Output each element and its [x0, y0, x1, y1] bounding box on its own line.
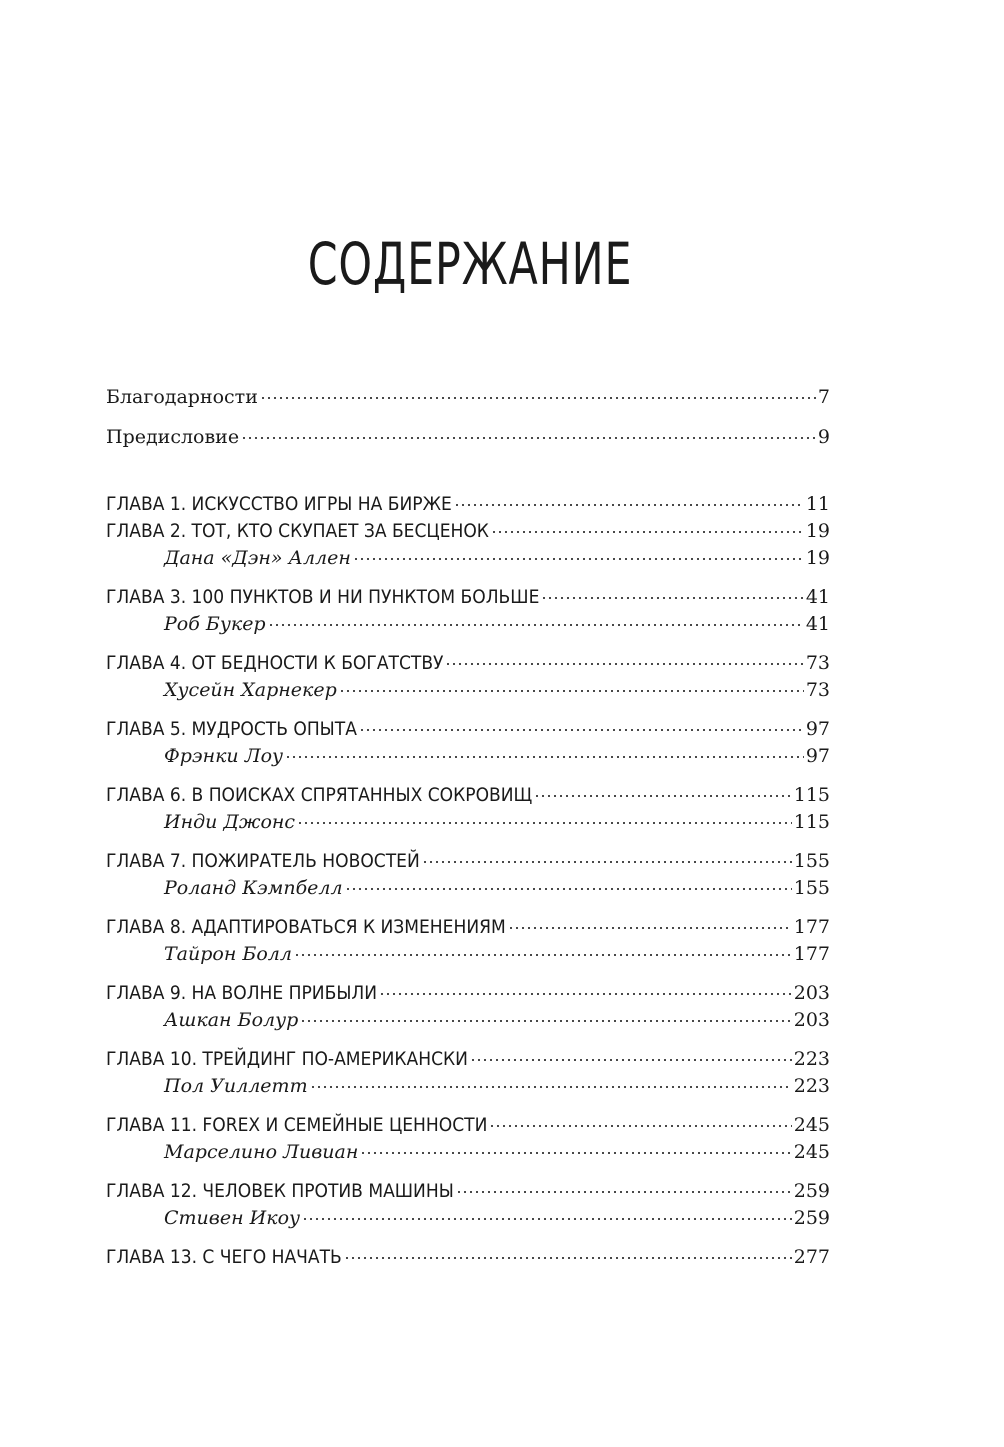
toc-chapter-page: 203 — [793, 982, 830, 1004]
toc-chapter-page: 245 — [793, 1114, 830, 1136]
dot-leader — [456, 1191, 792, 1193]
dot-leader — [268, 624, 804, 626]
toc-entry-label: Благодарности — [106, 386, 258, 408]
dot-leader — [302, 1218, 792, 1220]
toc-author-3[interactable] — [106, 611, 830, 638]
dot-leader — [422, 861, 792, 863]
toc-author-10[interactable] — [106, 1073, 830, 1100]
toc-chapter-label: ГЛАВА 3. 100 ПУНКТОВ И НИ ПУНКТОМ БОЛЬШЕ — [106, 586, 540, 608]
dot-leader — [360, 1152, 791, 1154]
toc-author-page: 41 — [805, 613, 830, 635]
toc-chapter-page: 41 — [805, 586, 830, 608]
toc-chapter-page: 115 — [793, 784, 830, 806]
dot-leader — [353, 558, 804, 560]
toc-chapter-label: ГЛАВА 4. ОТ БЕДНОСТИ К БОГАТСТВУ — [106, 652, 444, 674]
dot-leader — [345, 888, 792, 890]
toc-chapter-page: 259 — [793, 1180, 830, 1202]
toc-chapter-label: ГЛАВА 1. ИСКУССТВО ИГРЫ НА БИРЖЕ — [106, 493, 452, 515]
dot-leader — [297, 822, 792, 824]
toc-chapter-page: 11 — [805, 493, 830, 515]
toc-chapter-13[interactable] — [106, 1244, 830, 1271]
toc-author-page: 223 — [793, 1075, 830, 1097]
toc-author-label: Дана «Дэн» Аллен — [164, 547, 351, 569]
toc-author-page: 97 — [805, 745, 830, 767]
toc-author-page: 19 — [805, 547, 830, 569]
page-title: СОДЕРЖАНИЕ — [307, 230, 633, 298]
dot-leader — [491, 531, 804, 533]
dot-leader — [541, 597, 803, 599]
dot-leader — [285, 756, 804, 758]
toc-author-page: 73 — [805, 679, 830, 701]
toc-chapter-2[interactable] — [106, 518, 830, 545]
toc-chapter-8[interactable] — [106, 914, 830, 941]
dot-leader — [359, 729, 804, 731]
toc-author-label: Марселино Ливиан — [164, 1141, 359, 1163]
toc-author-label: Инди Джонс — [164, 811, 296, 833]
dot-leader — [534, 795, 791, 797]
dot-leader — [241, 437, 816, 439]
toc-author-4[interactable] — [106, 677, 830, 704]
toc-author-label: Стивен Икоу — [164, 1207, 301, 1229]
toc-author-label: Тайрон Болл — [164, 943, 292, 965]
toc-chapter-label: ГЛАВА 7. ПОЖИРАТЕЛЬ НОВОСТЕЙ — [106, 850, 420, 872]
toc-author-5[interactable] — [106, 743, 830, 770]
toc-author-page: 115 — [793, 811, 830, 833]
dot-leader — [379, 993, 792, 995]
dot-leader — [470, 1059, 792, 1061]
toc-author-label: Ашкан Болур — [164, 1009, 299, 1031]
toc-chapter-5[interactable] — [106, 716, 830, 743]
toc-author-label: Роб Букер — [164, 613, 266, 635]
toc-chapter-label: ГЛАВА 13. С ЧЕГО НАЧАТЬ — [106, 1246, 342, 1268]
toc-author-7[interactable] — [106, 875, 830, 902]
toc-chapter-7[interactable] — [106, 848, 830, 875]
toc-chapter-4[interactable] — [106, 650, 830, 677]
toc-chapter-1[interactable] — [106, 491, 830, 518]
dot-leader — [344, 1257, 792, 1259]
toc-chapter-page: 19 — [805, 520, 830, 542]
toc-chapter-11[interactable] — [106, 1112, 830, 1139]
toc-chapter-3[interactable] — [106, 584, 830, 611]
dot-leader — [300, 1020, 791, 1022]
dot-leader — [310, 1086, 792, 1088]
toc-chapter-12[interactable] — [106, 1178, 830, 1205]
toc-chapter-label: ГЛАВА 9. НА ВОЛНЕ ПРИБЫЛИ — [106, 982, 378, 1004]
toc-chapter-page: 177 — [793, 916, 830, 938]
toc-author-page: 245 — [793, 1141, 830, 1163]
dot-leader — [339, 690, 804, 692]
dot-leader — [294, 954, 792, 956]
toc-author-label: Пол Уиллетт — [164, 1075, 308, 1097]
toc-chapter-label: ГЛАВА 12. ЧЕЛОВЕК ПРОТИВ МАШИНЫ — [106, 1180, 454, 1202]
dot-leader — [489, 1125, 791, 1127]
toc-chapter-label: ГЛАВА 2. ТОТ, КТО СКУПАЕТ ЗА БЕСЦЕНОК — [106, 520, 489, 542]
toc-chapter-label: ГЛАВА 11. FOREX И СЕМЕЙНЫЕ ЦЕННОСТИ — [106, 1114, 488, 1136]
toc-author-9[interactable] — [106, 1007, 830, 1034]
toc-chapter-page: 97 — [805, 718, 830, 740]
toc-author-6[interactable] — [106, 809, 830, 836]
toc-author-11[interactable] — [106, 1139, 830, 1166]
toc-author-page: 259 — [793, 1207, 830, 1229]
toc-author-page: 177 — [793, 943, 830, 965]
toc-author-page: 155 — [793, 877, 830, 899]
toc-entry-page: 9 — [817, 426, 830, 448]
toc-chapter-page: 73 — [805, 652, 830, 674]
toc-chapter-10[interactable] — [106, 1046, 830, 1073]
toc-author-label: Роланд Кэмпбелл — [164, 877, 343, 899]
toc-entry-preface[interactable] — [106, 424, 830, 451]
toc-chapter-page: 277 — [793, 1246, 830, 1268]
toc-entry-acknowledgements[interactable] — [106, 384, 830, 411]
toc-chapter-page: 223 — [793, 1048, 830, 1070]
dot-leader — [260, 397, 816, 399]
toc-author-label: Фрэнки Лоу — [164, 745, 284, 767]
toc-chapter-label: ГЛАВА 6. В ПОИСКАХ СПРЯТАННЫХ СОКРОВИЩ — [106, 784, 533, 806]
toc-entry-label: Предисловие — [106, 426, 240, 448]
toc-chapter-label: ГЛАВА 8. АДАПТИРОВАТЬСЯ К ИЗМЕНЕНИЯМ — [106, 916, 506, 938]
toc-author-page: 203 — [793, 1009, 830, 1031]
toc-chapter-6[interactable] — [106, 782, 830, 809]
toc-author-12[interactable] — [106, 1205, 830, 1232]
toc-author-8[interactable] — [106, 941, 830, 968]
toc-author-2[interactable] — [106, 545, 830, 572]
toc-chapter-9[interactable] — [106, 980, 830, 1007]
toc-chapter-page: 155 — [793, 850, 830, 872]
toc-entry-page: 7 — [817, 386, 830, 408]
table-of-contents — [106, 380, 830, 1271]
toc-author-label: Хусейн Харнекер — [164, 679, 337, 701]
dot-leader — [508, 927, 792, 929]
toc-chapter-label: ГЛАВА 5. МУДРОСТЬ ОПЫТА — [106, 718, 357, 740]
dot-leader — [445, 663, 803, 665]
toc-chapter-label: ГЛАВА 10. ТРЕЙДИНГ ПО-АМЕРИКАНСКИ — [106, 1048, 468, 1070]
dot-leader — [454, 504, 804, 506]
